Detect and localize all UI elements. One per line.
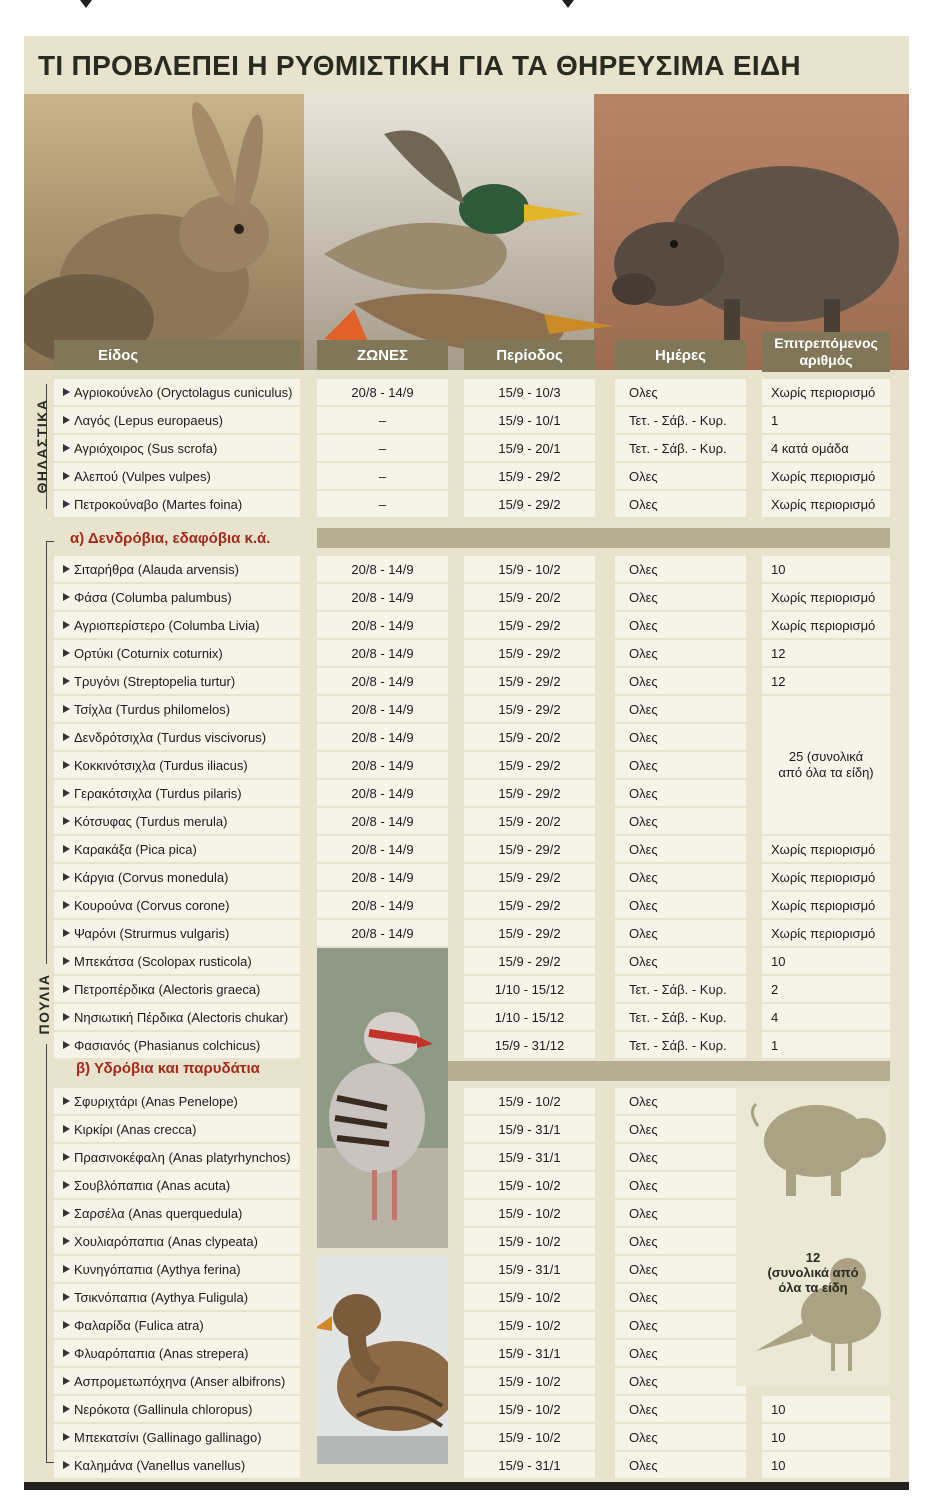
row-bullet-icon (63, 789, 70, 797)
zone-cell: 20/8 - 14/9 (317, 864, 448, 890)
days-cell: Ολες (615, 892, 746, 918)
period-cell: 15/9 - 20/2 (464, 584, 595, 610)
species-cell: Φάσα (Columba palumbus) (54, 584, 300, 610)
period-cell: 15/9 - 29/2 (464, 463, 595, 489)
period-cell: 15/9 - 20/1 (464, 435, 595, 461)
zone-cell: 20/8 - 14/9 (317, 556, 448, 582)
species-cell: Κότσυφας (Turdus merula) (54, 808, 300, 834)
days-cell: Ολες (615, 584, 746, 610)
row-bullet-icon (63, 1321, 70, 1329)
row-bullet-icon (63, 1209, 70, 1217)
days-cell: Ολες (615, 864, 746, 890)
period-cell: 15/9 - 29/2 (464, 491, 595, 517)
period-cell: 15/9 - 29/2 (464, 892, 595, 918)
header-zones: ΖΩΝΕΣ (317, 340, 448, 370)
thrushes-count-line1: 25 (συνολικά (788, 749, 864, 764)
allowed-cell: 2 (762, 976, 890, 1002)
zone-cell: 20/8 - 14/9 (317, 584, 448, 610)
zone-cell: 20/8 - 14/9 (317, 379, 448, 405)
waterbirds-merged-count (736, 1086, 890, 1386)
page-title: ΤΙ ΠΡΟΒΛΕΠΕΙ Η ΡΥΘΜΙΣΤΙΚΗ ΓΙΑ ΤΑ ΘΗΡΕΥΣΙΜΑ ΕΙΔΗ (38, 50, 801, 81)
top-corner-marks (0, 0, 940, 30)
table-row (24, 1032, 909, 1058)
species-cell: Αγριόχοιρος (Sus scrofa) (54, 435, 300, 461)
days-cell: Ολες (615, 836, 746, 862)
days-cell: Ολες (615, 491, 746, 517)
row-bullet-icon (63, 957, 70, 965)
species-cell: Τσίχλα (Turdus philomelos) (54, 696, 300, 722)
row-bullet-icon (63, 845, 70, 853)
row-bullet-icon (63, 1461, 70, 1469)
days-cell: Τετ. - Σάβ. - Κυρ. (615, 1004, 746, 1030)
table-row (24, 584, 909, 610)
period-cell: 15/9 - 31/1 (464, 1340, 595, 1366)
row-bullet-icon (63, 1377, 70, 1385)
period-cell: 15/9 - 10/2 (464, 1396, 595, 1422)
row-bullet-icon (63, 416, 70, 424)
row-bullet-icon (63, 1293, 70, 1301)
zone-cell: 20/8 - 14/9 (317, 892, 448, 918)
allowed-cell: 10 (762, 1452, 890, 1478)
allowed-cell: Χωρίς περιορισμό (762, 612, 890, 638)
days-cell: Ολες (615, 1340, 746, 1366)
table-row (24, 836, 909, 862)
species-cell: Τσικνόπαπια (Aythya Fuligula) (54, 1284, 300, 1310)
days-cell: Ολες (615, 612, 746, 638)
hero-photo (24, 94, 909, 370)
period-cell: 15/9 - 10/2 (464, 1424, 595, 1450)
days-cell: Τετ. - Σάβ. - Κυρ. (615, 976, 746, 1002)
allowed-cell: 10 (762, 556, 890, 582)
allowed-cell: Χωρίς περιορισμό (762, 379, 890, 405)
days-cell: Ολες (615, 1172, 746, 1198)
period-cell: 15/9 - 29/2 (464, 612, 595, 638)
days-cell: Ολες (615, 1284, 746, 1310)
days-cell: Ολες (615, 668, 746, 694)
days-cell: Ολες (615, 1228, 746, 1254)
period-cell: 15/9 - 10/2 (464, 1312, 595, 1338)
row-bullet-icon (63, 1153, 70, 1161)
row-bullet-icon (63, 1013, 70, 1021)
zone-cell: 20/8 - 14/9 (317, 780, 448, 806)
duck-illustration (317, 1256, 448, 1464)
days-cell: Ολες (615, 640, 746, 666)
allowed-cell: Χωρίς περιορισμό (762, 584, 890, 610)
days-cell: Ολες (615, 1144, 746, 1170)
period-cell: 15/9 - 29/2 (464, 836, 595, 862)
zone-cell: – (317, 491, 448, 517)
period-cell: 1/10 - 15/12 (464, 1004, 595, 1030)
row-bullet-icon (63, 444, 70, 452)
days-cell: Ολες (615, 379, 746, 405)
species-cell: Φαλαρίδα (Fulica atra) (54, 1312, 300, 1338)
zone-cell: 20/8 - 14/9 (317, 836, 448, 862)
species-cell: Γερακότσιχλα (Turdus pilaris) (54, 780, 300, 806)
zone-cell: 20/8 - 14/9 (317, 808, 448, 834)
silhouettes (736, 1086, 890, 1386)
period-cell: 15/9 - 31/1 (464, 1452, 595, 1478)
row-bullet-icon (63, 1433, 70, 1441)
species-cell: Νησιωτική Πέρδικα (Alectoris chukar) (54, 1004, 300, 1030)
days-cell: Ολες (615, 1088, 746, 1114)
section-a-title: α) Δενδρόβια, εδαφόβια κ.ά. (70, 530, 271, 547)
days-cell: Ολες (615, 1452, 746, 1478)
bottom-rule (24, 1482, 909, 1490)
allowed-cell: 1 (762, 407, 890, 433)
days-cell: Τετ. - Σάβ. - Κυρ. (615, 435, 746, 461)
period-cell: 15/9 - 29/2 (464, 640, 595, 666)
section-b-title: β) Υδρόβια και παρυδάτια (76, 1060, 260, 1077)
period-cell: 15/9 - 29/2 (464, 948, 595, 974)
days-cell: Ολες (615, 556, 746, 582)
title-bar (24, 36, 909, 94)
days-cell: Ολες (615, 1368, 746, 1394)
species-cell: Λαγός (Lepus europaeus) (54, 407, 300, 433)
row-bullet-icon (63, 565, 70, 573)
species-cell: Κοκκινότσιχλα (Turdus iliacus) (54, 752, 300, 778)
table-row (24, 976, 909, 1002)
days-cell: Ολες (615, 752, 746, 778)
species-cell: Δενδρότσιχλα (Turdus viscivorus) (54, 724, 300, 750)
table-row (24, 1004, 909, 1030)
row-bullet-icon (63, 1181, 70, 1189)
table-row (24, 668, 909, 694)
table-row (24, 892, 909, 918)
period-cell: 15/9 - 29/2 (464, 920, 595, 946)
period-cell: 15/9 - 31/1 (464, 1116, 595, 1142)
period-cell: 15/9 - 10/2 (464, 1284, 595, 1310)
period-cell: 15/9 - 10/2 (464, 1368, 595, 1394)
section-a-band (317, 528, 890, 548)
period-cell: 15/9 - 10/1 (464, 407, 595, 433)
species-cell: Αγριοπερίστερο (Columba Livia) (54, 612, 300, 638)
row-bullet-icon (63, 1097, 70, 1105)
species-cell: Αγριοκούνελο (Oryctolagus cuniculus) (54, 379, 300, 405)
table-row (24, 1396, 909, 1422)
header-allowed-line1: Επιτρεπόμενος (774, 335, 878, 351)
period-cell: 15/9 - 29/2 (464, 668, 595, 694)
infographic-panel (24, 36, 909, 1488)
days-cell: Ολες (615, 1256, 746, 1282)
allowed-cell: Χωρίς περιορισμό (762, 892, 890, 918)
period-cell: 1/10 - 15/12 (464, 976, 595, 1002)
row-bullet-icon (63, 500, 70, 508)
days-cell: Ολες (615, 1200, 746, 1226)
boar-silhouette-icon (752, 1104, 886, 1196)
allowed-cell: 10 (762, 1424, 890, 1450)
species-cell: Μπεκατσίνι (Gallinago gallinago) (54, 1424, 300, 1450)
species-cell: Σφυριχτάρι (Anas Penelope) (54, 1088, 300, 1114)
zone-cell: – (317, 463, 448, 489)
species-cell: Καλημάνα (Vanellus vanellus) (54, 1452, 300, 1478)
allowed-cell: 12 (762, 668, 890, 694)
animals-collage-illustration (24, 94, 909, 370)
header-species-label: Είδος (98, 346, 139, 364)
allowed-cell: Χωρίς περιορισμό (762, 920, 890, 946)
species-cell: Πετροπέρδικα (Alectoris graeca) (54, 976, 300, 1002)
days-cell: Ολες (615, 808, 746, 834)
period-cell: 15/9 - 10/2 (464, 556, 595, 582)
waterbirds-count-line3: όλα τα είδη (778, 1280, 848, 1295)
species-cell: Πετροκούναβο (Martes foina) (54, 491, 300, 517)
row-bullet-icon (63, 1265, 70, 1273)
row-bullet-icon (63, 761, 70, 769)
species-cell: Αλεπού (Vulpes vulpes) (54, 463, 300, 489)
row-bullet-icon (63, 1405, 70, 1413)
period-cell: 15/9 - 10/2 (464, 1172, 595, 1198)
zone-cell: 20/8 - 14/9 (317, 668, 448, 694)
species-cell: Τρυγόνι (Streptopelia turtur) (54, 668, 300, 694)
species-cell: Κυνηγόπαπια (Aythya ferina) (54, 1256, 300, 1282)
days-cell: Ολες (615, 1396, 746, 1422)
days-cell: Ολες (615, 1312, 746, 1338)
partridge-photo (317, 948, 448, 1248)
zone-cell: 20/8 - 14/9 (317, 640, 448, 666)
table-row (24, 612, 909, 638)
species-cell: Καρακάξα (Pica pica) (54, 836, 300, 862)
allowed-cell: 12 (762, 640, 890, 666)
period-cell: 15/9 - 10/3 (464, 379, 595, 405)
species-cell: Κουρούνα (Corvus corone) (54, 892, 300, 918)
row-bullet-icon (63, 705, 70, 713)
table-row (24, 920, 909, 946)
allowed-cell: Χωρίς περιορισμό (762, 836, 890, 862)
period-cell: 15/9 - 31/1 (464, 1256, 595, 1282)
species-cell: Ψαρόνι (Strurmus vulgaris) (54, 920, 300, 946)
row-bullet-icon (63, 472, 70, 480)
species-cell: Κιρκίρι (Anas crecca) (54, 1116, 300, 1142)
table-row (24, 948, 909, 974)
row-bullet-icon (63, 593, 70, 601)
period-cell: 15/9 - 29/2 (464, 696, 595, 722)
zone-cell: 20/8 - 14/9 (317, 752, 448, 778)
days-cell: Ολες (615, 724, 746, 750)
days-cell: Τετ. - Σάβ. - Κυρ. (615, 1032, 746, 1058)
days-cell: Ολες (615, 920, 746, 946)
species-cell: Φασιανός (Phasianus colchicus) (54, 1032, 300, 1058)
allowed-cell: 10 (762, 1396, 890, 1422)
period-cell: 15/9 - 10/2 (464, 1228, 595, 1254)
header-days: Ημέρες (615, 340, 746, 370)
species-cell: Χουλιαρόπαπια (Anas clypeata) (54, 1228, 300, 1254)
species-cell: Σαρσέλα (Anas querquedula) (54, 1200, 300, 1226)
period-cell: 15/9 - 31/1 (464, 1144, 595, 1170)
table-row (24, 435, 909, 461)
row-bullet-icon (63, 1349, 70, 1357)
duck-photo (317, 1256, 448, 1464)
header-species (54, 340, 300, 370)
birds-bracket-top (46, 541, 54, 542)
period-cell: 15/9 - 20/2 (464, 808, 595, 834)
header-allowed-line2: αριθμός (799, 352, 853, 368)
period-cell: 15/9 - 31/12 (464, 1032, 595, 1058)
species-cell: Νερόκοτα (Gallinula chloropus) (54, 1396, 300, 1422)
days-cell: Ολες (615, 696, 746, 722)
days-cell: Ολες (615, 948, 746, 974)
section-b-band (448, 1061, 890, 1081)
group-label-mammals: ΘΗΛΑΣΤΙΚΑ (34, 398, 50, 494)
zone-cell: – (317, 435, 448, 461)
zone-cell: 20/8 - 14/9 (317, 724, 448, 750)
partridge-illustration (317, 948, 448, 1248)
allowed-cell: Χωρίς περιορισμό (762, 463, 890, 489)
table-row (24, 379, 909, 405)
period-cell: 15/9 - 29/2 (464, 864, 595, 890)
species-cell: Σιταρήθρα (Alauda arvensis) (54, 556, 300, 582)
row-bullet-icon (63, 817, 70, 825)
row-bullet-icon (63, 929, 70, 937)
thrushes-merged-count (762, 696, 890, 834)
row-bullet-icon (63, 649, 70, 657)
row-bullet-icon (63, 985, 70, 993)
row-bullet-icon (63, 1125, 70, 1133)
period-cell: 15/9 - 10/2 (464, 1088, 595, 1114)
period-cell: 15/9 - 29/2 (464, 780, 595, 806)
waterbirds-count-line1: 12 (805, 1250, 821, 1265)
period-cell: 15/9 - 10/2 (464, 1200, 595, 1226)
table-row (24, 1452, 909, 1478)
header-period: Περίοδος (464, 340, 595, 370)
period-cell: 15/9 - 20/2 (464, 724, 595, 750)
species-cell: Ορτύκι (Coturnix coturnix) (54, 640, 300, 666)
allowed-cell: 1 (762, 1032, 890, 1058)
row-bullet-icon (63, 733, 70, 741)
days-cell: Ολες (615, 1116, 746, 1142)
group-label-birds: ΠΟΥΛΙΑ (36, 964, 52, 1044)
table-row (24, 407, 909, 433)
days-cell: Ολες (615, 1424, 746, 1450)
days-cell: Τετ. - Σάβ. - Κυρ. (615, 407, 746, 433)
species-cell: Πρασινοκέφαλη (Anas platyrhynchos) (54, 1144, 300, 1170)
row-bullet-icon (63, 901, 70, 909)
row-bullet-icon (63, 1041, 70, 1049)
zone-cell: – (317, 407, 448, 433)
species-cell: Κάργια (Corvus monedula) (54, 864, 300, 890)
thrushes-count-line2: από όλα τα είδη) (778, 765, 874, 780)
zone-cell: 20/8 - 14/9 (317, 696, 448, 722)
allowed-cell: 4 κατά ομάδα (762, 435, 890, 461)
row-bullet-icon (63, 621, 70, 629)
table-row (24, 1424, 909, 1450)
allowed-cell: Χωρίς περιορισμό (762, 491, 890, 517)
species-cell: Μπεκάτσα (Scolopax rusticola) (54, 948, 300, 974)
row-bullet-icon (63, 873, 70, 881)
table-row (24, 864, 909, 890)
table-row (24, 463, 909, 489)
species-cell: Φλυαρόπαπια (Anas strepera) (54, 1340, 300, 1366)
zone-cell: 20/8 - 14/9 (317, 920, 448, 946)
species-cell: Ασπρομετωπόχηνα (Anser albifrons) (54, 1368, 300, 1394)
table-row (24, 556, 909, 582)
species-cell: Σουβλόπαπια (Anas acuta) (54, 1172, 300, 1198)
waterbirds-count-line2: (συνολικά από (767, 1265, 859, 1280)
days-cell: Ολες (615, 463, 746, 489)
row-bullet-icon (63, 677, 70, 685)
days-cell: Ολες (615, 780, 746, 806)
allowed-cell: 10 (762, 948, 890, 974)
row-bullet-icon (63, 1237, 70, 1245)
header-allowed (762, 332, 890, 372)
zone-cell: 20/8 - 14/9 (317, 612, 448, 638)
table-row (24, 640, 909, 666)
allowed-cell: 4 (762, 1004, 890, 1030)
table-row (24, 491, 909, 517)
allowed-cell: Χωρίς περιορισμό (762, 864, 890, 890)
row-bullet-icon (63, 388, 70, 396)
period-cell: 15/9 - 29/2 (464, 752, 595, 778)
